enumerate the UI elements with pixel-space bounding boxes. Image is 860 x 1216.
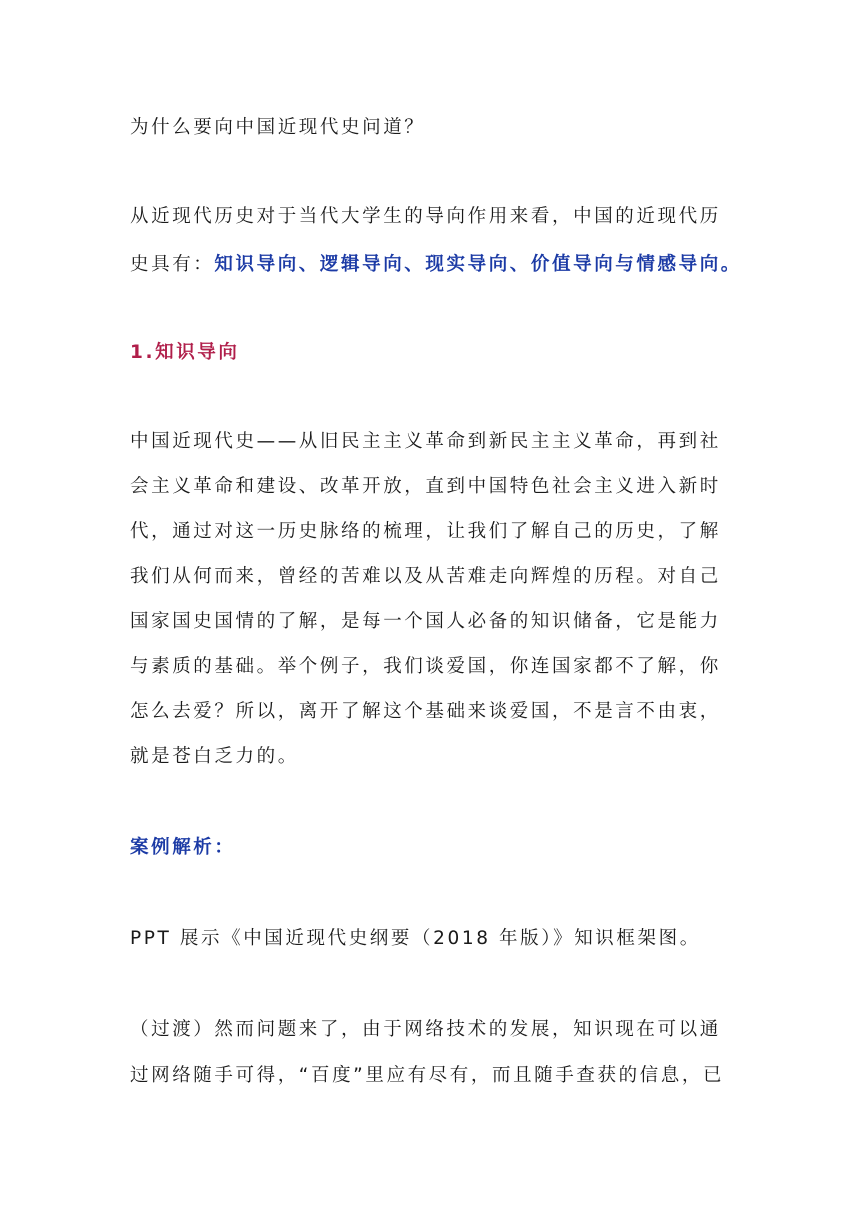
- paragraph-line: 国家国史国情的了解，是每一个国人必备的知识储备，它是能力: [130, 611, 721, 632]
- case-description-line: PPT 展示《中国近现代史纲要（2018 年版）》知识框架图。: [130, 928, 701, 949]
- paragraph-line: 我们从何而来，曾经的苦难以及从苦难走向辉煌的历程。对自己: [130, 566, 721, 587]
- transition-line: （过渡）然而问题来了，由于网络技术的发展，知识现在可以通: [130, 1019, 721, 1040]
- paragraph-line: 怎么去爱？所以，离开了解这个基础来谈爱国，不是言不由衷，: [130, 701, 721, 722]
- intro-line-1: 从近现代历史对于当代大学生的导向作用来看，中国的近现代历: [130, 206, 721, 227]
- section-heading-knowledge: 1.知识导向: [130, 342, 240, 363]
- case-analysis-heading: 案例解析：: [130, 837, 236, 858]
- paragraph-line: 会主义革命和建设、改革开放，直到中国特色社会主义进入新时: [130, 476, 721, 497]
- intro-line-2-prefix: 史具有：: [130, 254, 215, 275]
- paragraph-line: 与素质的基础。举个例子，我们谈爱国，你连国家都不了解，你: [130, 656, 721, 677]
- paragraph-line: 就是苍白乏力的。: [130, 746, 299, 767]
- paragraph-line: 中国近现代史——从旧民主主义革命到新民主主义革命，再到社: [130, 431, 721, 452]
- paragraph-line: 代，通过对这一历史脉络的梳理，让我们了解自己的历史，了解: [130, 521, 721, 542]
- question-line: 为什么要向中国近现代史问道？: [130, 117, 426, 138]
- transition-line: 过网络随手可得，“百度”里应有尽有，而且随手查获的信息，已: [130, 1065, 725, 1086]
- intro-line-2: [130, 253, 742, 277]
- guidance-types-highlight: 知识导向、逻辑导向、现实导向、价值导向与情感导向。: [214, 254, 742, 275]
